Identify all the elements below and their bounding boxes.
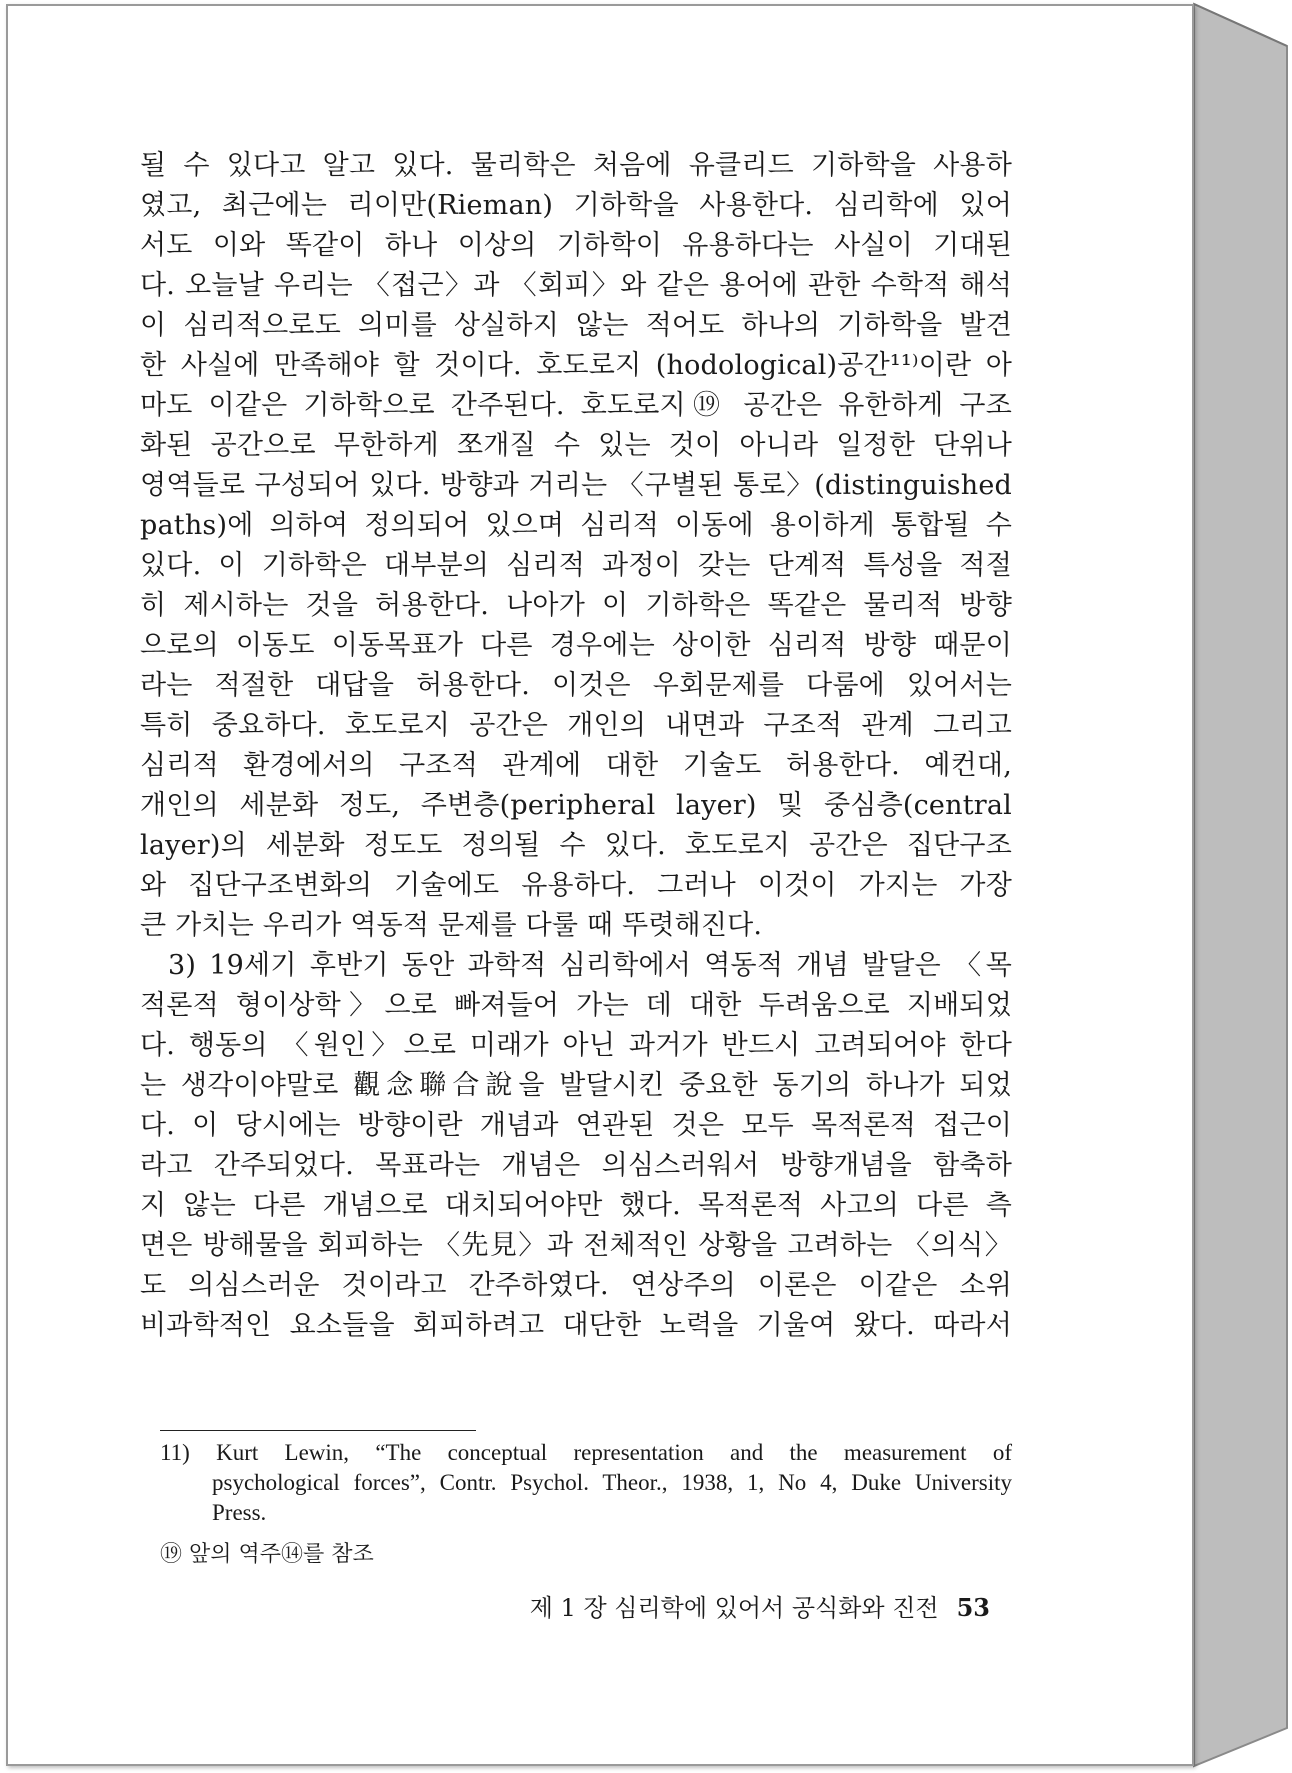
footnote-11-line: Press.: [212, 1500, 267, 1525]
text-line: 심리적 환경에서의 구조적 관계에 대한 기술도 허용한다. 예컨대,: [140, 750, 1012, 781]
text-line: 다. 오늘날 우리는 〈접근〉과 〈회피〉와 같은 용어에 관한 수학적 해석: [140, 270, 1012, 301]
text-line: 이 심리적으로도 의미를 상실하지 않는 적어도 하나의 기하학을 발견: [140, 310, 1012, 341]
text-line: 와 집단구조변화의 기술에도 유용하다. 그러나 이것이 가지는 가장: [140, 870, 1012, 901]
text-line: 라는 적절한 대답을 허용한다. 이것은 우회문제를 다룸에 있어서는: [140, 670, 1012, 701]
text-line: 다. 이 당시에는 방향이란 개념과 연관된 것은 모두 목적론적 접근이: [140, 1110, 1012, 1141]
text-line: 개인의 세분화 정도, 주변층(peripheral layer) 및 중심층(central: [140, 790, 1012, 821]
text-line: 였고, 최근에는 리이만(Rieman) 기하학을 사용한다. 심리학에 있어: [140, 190, 1012, 221]
chapter-title: 제 1 장 심리학에 있어서 공식화와 진전: [529, 1594, 939, 1622]
text-line: 마도 이같은 기하학으로 간주된다. 호도로지⑲ 공간은 유한하게 구조: [140, 390, 1012, 421]
footnotes: [160, 1438, 1012, 1570]
text-line: 는 생각이야말로 觀念聯合說을 발달시킨 중요한 동기의 하나가 되었: [140, 1070, 1012, 1101]
footnote-divider: [160, 1430, 476, 1431]
text-line: 있다. 이 기하학은 대부분의 심리적 과정이 갖는 단계적 특성을 적절: [140, 550, 1012, 581]
text-line: 한 사실에 만족해야 할 것이다. 호도로지 (hodological)공간¹¹⁾이란 아: [140, 350, 1012, 381]
text-line: 라고 간주되었다. 목표라는 개념은 의심스러워서 방향개념을 함축하: [140, 1150, 1012, 1181]
text-line: 서도 이와 똑같이 하나 이상의 기하학이 유용하다는 사실이 기대된: [140, 230, 1012, 261]
text-line: 적론적 형이상학〉으로 빠져들어 가는 데 대한 두려움으로 지배되었: [140, 990, 1012, 1021]
text-line: 으로의 이동도 이동목표가 다른 경우에는 상이한 심리적 방향 때문이: [140, 630, 1012, 661]
text-line: 비과학적인 요소들을 회피하려고 대단한 노력을 기울여 왔다. 따라서: [140, 1310, 1012, 1341]
text-line: 다. 행동의 〈원인〉으로 미래가 아닌 과거가 반드시 고려되어야 한다: [140, 1030, 1012, 1061]
footnote-19: ⑲ 앞의 역주⑭를 참조: [160, 1542, 374, 1567]
text-line: 3) 19세기 후반기 동안 과학적 심리학에서 역동적 개념 발달은 〈목: [168, 950, 1012, 981]
running-footer: [480, 1592, 990, 1624]
text-line: layer)의 세분화 정도도 정의될 수 있다. 호도로지 공간은 집단구조: [140, 830, 1012, 861]
text-line: 큰 가치는 우리가 역동적 문제를 다룰 때 뚜렷해진다.: [140, 910, 763, 941]
footnote-11-line: 11) Kurt Lewin, “The conceptual representation and the measurement of: [160, 1440, 1012, 1465]
text-line: 특히 중요하다. 호도로지 공간은 개인의 내면과 구조적 관계 그리고: [140, 710, 1012, 741]
text-line: paths)에 의하여 정의되어 있으며 심리적 이동에 용이하게 통합될 수: [140, 510, 1012, 541]
text-line: 지 않는 다른 개념으로 대치되어야만 했다. 목적론적 사고의 다른 측: [140, 1190, 1012, 1221]
footnote-11-line: psychological forces”, Contr. Psychol. Theor., 1938, 1, No 4, Duke University: [212, 1470, 1012, 1495]
page-number: 53: [956, 1593, 990, 1622]
text-line: 히 제시하는 것을 허용한다. 나아가 이 기하학은 똑같은 물리적 방향: [140, 590, 1012, 621]
text-line: 화된 공간으로 무한하게 쪼개질 수 있는 것이 아니라 일정한 단위나: [140, 430, 1012, 461]
text-line: 도 의심스러운 것이라고 간주하였다. 연상주의 이론은 이같은 소위: [140, 1270, 1012, 1301]
text-line: 될 수 있다고 알고 있다. 물리학은 처음에 유클리드 기하학을 사용하: [140, 150, 1012, 181]
main-text: [140, 146, 1012, 1346]
footnote-gap: [160, 1528, 1012, 1540]
text-line: 면은 방해물을 회피하는 〈先見〉과 전체적인 상황을 고려하는 〈의식〉: [140, 1230, 1012, 1261]
text-line: 영역들로 구성되어 있다. 방향과 거리는 〈구별된 통로〉(distinguished: [140, 470, 1012, 501]
